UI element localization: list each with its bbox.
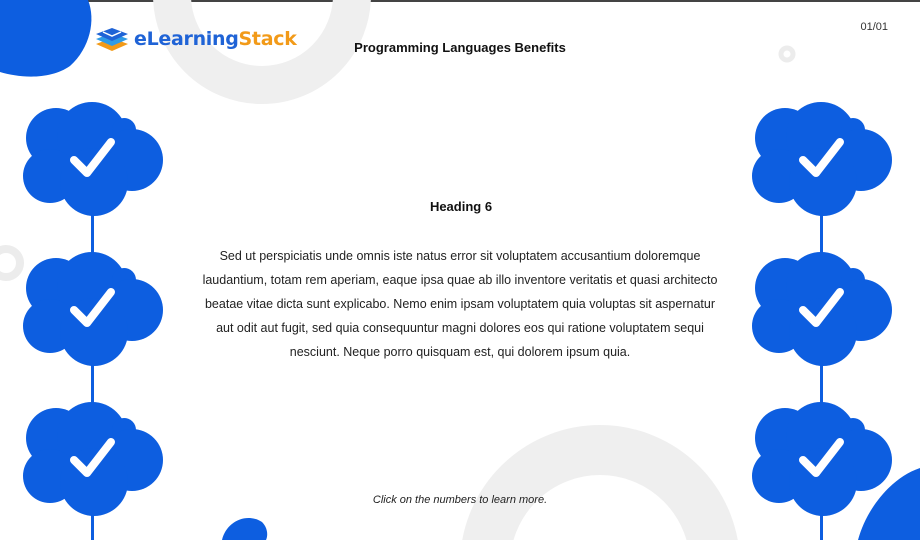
nav-button-right-1[interactable] (751, 102, 893, 220)
content-heading: Heading 6 (429, 199, 493, 214)
cloud-shape (22, 252, 164, 370)
cloud-shape (22, 102, 164, 220)
nav-button-left-3[interactable] (22, 402, 164, 520)
brand-wordmark: eLearningStack (134, 28, 297, 50)
cloud-shape (751, 402, 893, 520)
nav-button-left-2[interactable] (22, 252, 164, 370)
content-paragraph: Sed ut perspiciatis unde omnis iste natus error sit voluptatem accusantium doloremque laudantium, totam rem aperiam, eaque ipsa quae ab illo inventore veritatis et quasi architecto beatae vitae dicta sunt explicabo. Nemo enim ipsam voluptatem quia voluptas sit aspernatur aut odit aut fugit, sed quia consequuntur magni dolores eos qui ratione voluptatem sequi nesciunt. Neque porro quisquam est, qui dolorem ipsum quia. (202, 249, 718, 359)
nav-button-right-3[interactable] (751, 402, 893, 520)
page-counter: 01/01 (860, 21, 888, 33)
nav-button-right-2[interactable] (751, 252, 893, 370)
course-title: Programming Languages Benefits (354, 40, 566, 55)
cloud-shape (22, 402, 164, 520)
cloud-shape (751, 102, 893, 220)
nav-button-left-1[interactable] (22, 102, 164, 220)
instruction-text: Click on the numbers to learn more. (372, 494, 548, 506)
cloud-shape (751, 252, 893, 370)
